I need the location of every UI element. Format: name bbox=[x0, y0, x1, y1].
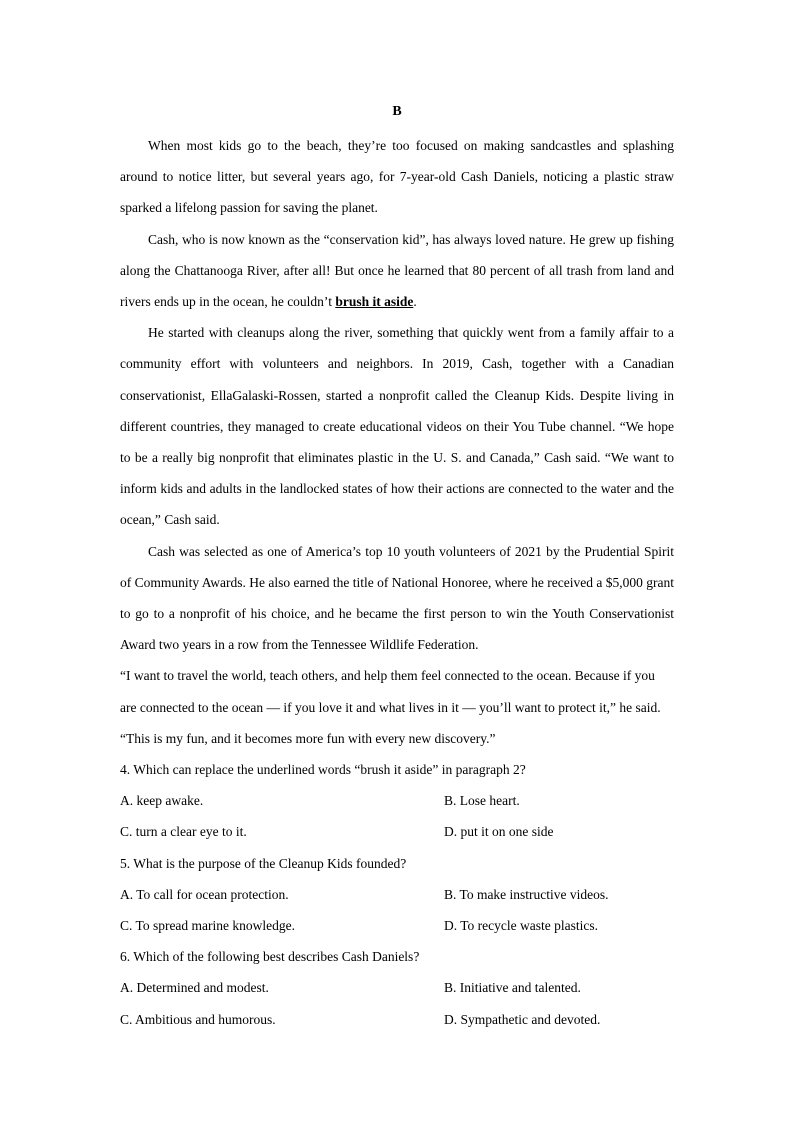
option-d: D. put it on one side bbox=[444, 824, 554, 840]
paragraph-1: When most kids go to the beach, they’re too focused on making sandcastles and splashing around to notice litter, but several years ago, for 7-year-old Cash Daniels, noticing a plastic straw sparked a lifelong passion for saving the planet. bbox=[120, 138, 674, 216]
option-c: C. To spread marine knowledge. bbox=[120, 918, 296, 934]
option-d: D. To recycle waste plastics. bbox=[444, 918, 599, 934]
option-a: A. keep awake. bbox=[120, 793, 204, 809]
option-a: A. Determined and modest. bbox=[120, 980, 269, 996]
options-row bbox=[120, 910, 674, 941]
paragraph-4: Cash was selected as one of America’s top 10 youth volunteers of 2021 by the Prudential Spirit of Community Awards. He also earned the title of National Honoree, where he received a $5,000 grant to go to a nonprofit of his choice, and he became the first person to win the Youth Conservationist Award two years in a row from the Tennessee Wildlife Federation. bbox=[120, 543, 674, 653]
option-c: C. turn a clear eye to it. bbox=[120, 824, 247, 840]
option-d: D. Sympathetic and devoted. bbox=[444, 1011, 601, 1027]
option-b: B. Lose heart. bbox=[444, 793, 520, 809]
paragraph-2 bbox=[120, 224, 674, 318]
paragraph-2-before: Cash, who is now known as the “conservation kid”, has always loved nature. He grew up fishing along the Chattanooga River, after all! But once he learned that 80 percent of all trash from land and rivers ends up in the ocean, he couldn’t bbox=[120, 231, 674, 310]
question-stem: 6. Which of the following best describes Cash Daniels? bbox=[120, 949, 420, 965]
options-row bbox=[120, 879, 674, 910]
question-5 bbox=[120, 848, 674, 942]
option-b: B. Initiative and talented. bbox=[444, 980, 581, 996]
document-page bbox=[120, 100, 674, 1035]
question-4 bbox=[120, 754, 674, 848]
option-b: B. To make instructive videos. bbox=[444, 886, 609, 902]
paragraph-3: He started with cleanups along the river, something that quickly went from a family affair to a community effort with volunteers and neighbors. In 2019, Cash, together with a Canadian conservationist, EllaGalaski-Rossen, started a nonprofit called the Cleanup Kids. Despite living in different countries, they managed to create educational videos on their You Tube channel. “We hope to be a really big nonprofit that eliminates plastic in the U. S. and Canada,” Cash said. “We want to inform kids and adults in the landlocked states of how their actions are connected to the water and the ocean,” Cash said. bbox=[120, 325, 674, 528]
options-row bbox=[120, 972, 674, 1003]
option-a: A. To call for ocean protection. bbox=[120, 886, 289, 902]
question-stem: 5. What is the purpose of the Cleanup Kids founded? bbox=[120, 855, 407, 871]
underlined-phrase: brush it aside bbox=[335, 294, 414, 310]
section-label: B bbox=[392, 104, 402, 119]
question-6 bbox=[120, 941, 674, 1035]
paragraph-5: “I want to travel the world, teach others, and help them feel connected to the ocean. Because if you are connected to the ocean — if you love it and what lives in it — you’ll want to protect it,” he said. “This is my fun, and it becomes more fun with every new discovery.” bbox=[120, 668, 661, 746]
question-stem: 4. Which can replace the underlined words “brush it aside” in paragraph 2? bbox=[120, 762, 526, 778]
paragraph-2-after: . bbox=[413, 294, 417, 310]
options-row bbox=[120, 785, 674, 816]
option-c: C. Ambitious and humorous. bbox=[120, 1011, 276, 1027]
options-row bbox=[120, 816, 674, 847]
options-row bbox=[120, 1004, 674, 1035]
